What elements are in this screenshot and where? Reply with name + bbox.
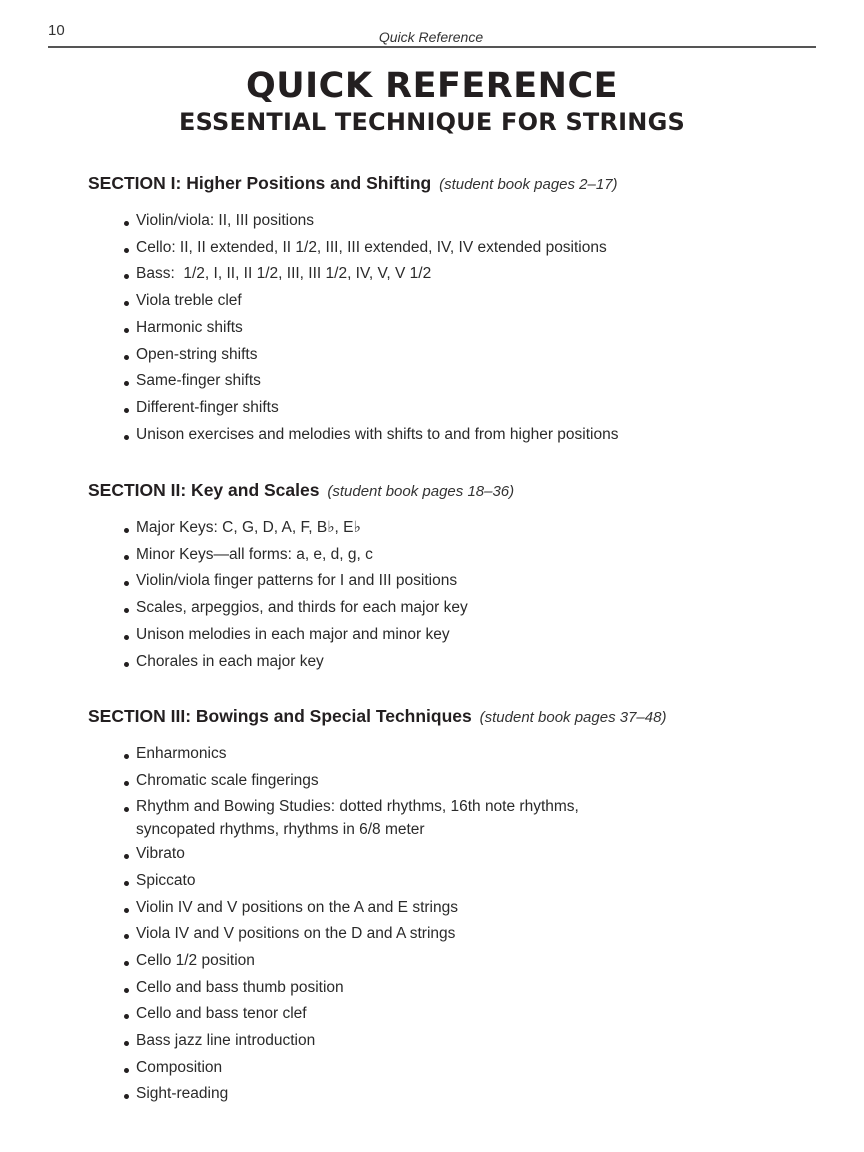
bullet-icon <box>124 528 129 533</box>
bullet-icon <box>124 781 129 786</box>
list-item <box>88 921 828 948</box>
bullet-icon <box>124 435 129 440</box>
bullet-icon <box>124 355 129 360</box>
list-item-text: Unison exercises and melodies with shifts to and from higher positions <box>136 425 619 443</box>
section-heading <box>88 705 828 729</box>
bullet-icon <box>124 934 129 939</box>
list-item-text: Same-finger shifts <box>136 372 261 390</box>
bullet-icon <box>124 754 129 759</box>
section-item-list <box>88 208 828 448</box>
section-title: SECTION I: Higher Positions and Shifting <box>88 173 432 193</box>
list-item-text: Violin/viola: II, III positions <box>136 212 315 229</box>
list-item <box>88 422 828 449</box>
list-item <box>88 288 828 315</box>
section-title: SECTION III: Bowings and Special Techniques <box>88 706 472 726</box>
section-2 <box>88 479 828 675</box>
bullet-icon <box>124 301 129 306</box>
header-rule <box>48 46 816 48</box>
list-item <box>88 315 828 342</box>
list-item <box>88 1001 828 1028</box>
list-item-text: Open-string shifts <box>136 345 258 363</box>
page-number: 10 <box>48 22 65 39</box>
bullet-icon <box>124 807 129 812</box>
list-item-text: Vibrato <box>136 845 185 863</box>
list-item-text: Harmonic shifts <box>136 318 243 336</box>
list-item <box>88 975 828 1002</box>
bullet-icon <box>124 662 129 667</box>
list-item-text: Chromatic scale fingerings <box>136 771 319 789</box>
list-item-text: Violin IV and V positions on the A and E strings <box>136 898 458 916</box>
list-item-text: Violin/viola finger patterns for I and III positions <box>136 572 458 590</box>
list-item-text: Viola IV and V positions on the D and A strings <box>136 925 456 943</box>
list-item <box>88 895 828 922</box>
section-item-list <box>88 515 828 675</box>
section-heading <box>88 479 828 503</box>
list-item-text: Chorales in each major key <box>136 652 324 670</box>
section-3 <box>88 705 828 1108</box>
bullet-icon <box>124 328 129 333</box>
bullet-icon <box>124 1014 129 1019</box>
list-item-text: Minor Keys—all forms: a, e, d, g, c <box>136 545 373 563</box>
list-item <box>88 595 828 622</box>
bullet-icon <box>124 248 129 253</box>
section-pages: (student book pages 2–17) <box>439 176 618 193</box>
list-item-text: Unison melodies in each major and minor key <box>136 625 450 643</box>
list-item <box>88 622 828 649</box>
section-pages: (student book pages 37–48) <box>479 709 667 726</box>
bullet-icon <box>124 881 129 886</box>
bullet-icon <box>124 1094 129 1099</box>
list-item <box>88 1028 828 1055</box>
running-head-text: Quick Reference <box>378 29 484 45</box>
list-item-text: Bass jazz line introduction <box>136 1032 316 1050</box>
page-title: QUICK REFERENCE <box>245 66 619 106</box>
list-item <box>88 342 828 369</box>
list-item <box>88 868 828 895</box>
bullet-icon <box>124 274 129 279</box>
section-item-list <box>88 741 828 1108</box>
bullet-icon <box>124 555 129 560</box>
list-item <box>88 368 828 395</box>
bullet-icon <box>124 1041 129 1046</box>
list-item-text: Bass: 1/2, I, II, II 1/2, III, III 1/2, IV, V, V 1/2 <box>136 265 432 283</box>
bullet-icon <box>124 635 129 640</box>
list-item-text: Cello: II, II extended, II 1/2, III, III extended, IV, IV extended positions <box>136 238 607 256</box>
bullet-icon <box>124 1068 129 1073</box>
list-item <box>88 515 828 542</box>
bullet-icon <box>124 988 129 993</box>
bullet-icon <box>124 854 129 859</box>
section-1 <box>88 172 828 448</box>
bullet-icon <box>124 408 129 413</box>
page-subtitle: ESSENTIAL TECHNIQUE FOR STRINGS <box>179 108 685 136</box>
bullet-icon <box>124 581 129 586</box>
list-item-text: Cello and bass thumb position <box>136 978 344 996</box>
list-item <box>88 741 828 768</box>
list-item <box>88 542 828 569</box>
section-pages: (student book pages 18–36) <box>327 483 515 500</box>
section-title: SECTION II: Key and Scales <box>88 480 320 500</box>
list-item-text: Different-finger shifts <box>136 398 279 416</box>
list-item-text: Rhythm and Bowing Studies: dotted rhythms, 16th note rhythms, <box>136 798 579 816</box>
list-item-text: Sight-reading <box>136 1085 229 1103</box>
section-heading <box>88 172 828 196</box>
list-item-text: Spiccato <box>136 871 196 889</box>
list-item <box>88 1081 828 1108</box>
bullet-icon <box>124 908 129 913</box>
list-item-text: Scales, arpeggios, and thirds for each major key <box>136 599 468 617</box>
list-item <box>88 768 828 795</box>
running-head <box>0 29 864 45</box>
list-item-text: Cello and bass tenor clef <box>136 1005 307 1023</box>
list-item-text: Viola treble clef <box>136 292 242 310</box>
list-item <box>88 208 828 235</box>
list-item-text-continuation: syncopated rhythms, rhythms in 6/8 meter <box>136 821 425 839</box>
list-item <box>88 794 828 841</box>
list-item <box>88 395 828 422</box>
list-item <box>88 1055 828 1082</box>
list-item-text: Composition <box>136 1058 223 1076</box>
list-item <box>88 568 828 595</box>
bullet-icon <box>124 221 129 226</box>
list-item-text: Enharmonics <box>136 745 227 762</box>
list-item <box>88 649 828 676</box>
bullet-icon <box>124 381 129 386</box>
list-item-text: Major Keys: C, G, D, A, F, B♭, E♭ <box>136 519 361 536</box>
list-item <box>88 841 828 868</box>
list-item-text: Cello 1/2 position <box>136 951 255 969</box>
list-item <box>88 235 828 262</box>
list-item <box>88 948 828 975</box>
bullet-icon <box>124 608 129 613</box>
list-item <box>88 261 828 288</box>
bullet-icon <box>124 961 129 966</box>
